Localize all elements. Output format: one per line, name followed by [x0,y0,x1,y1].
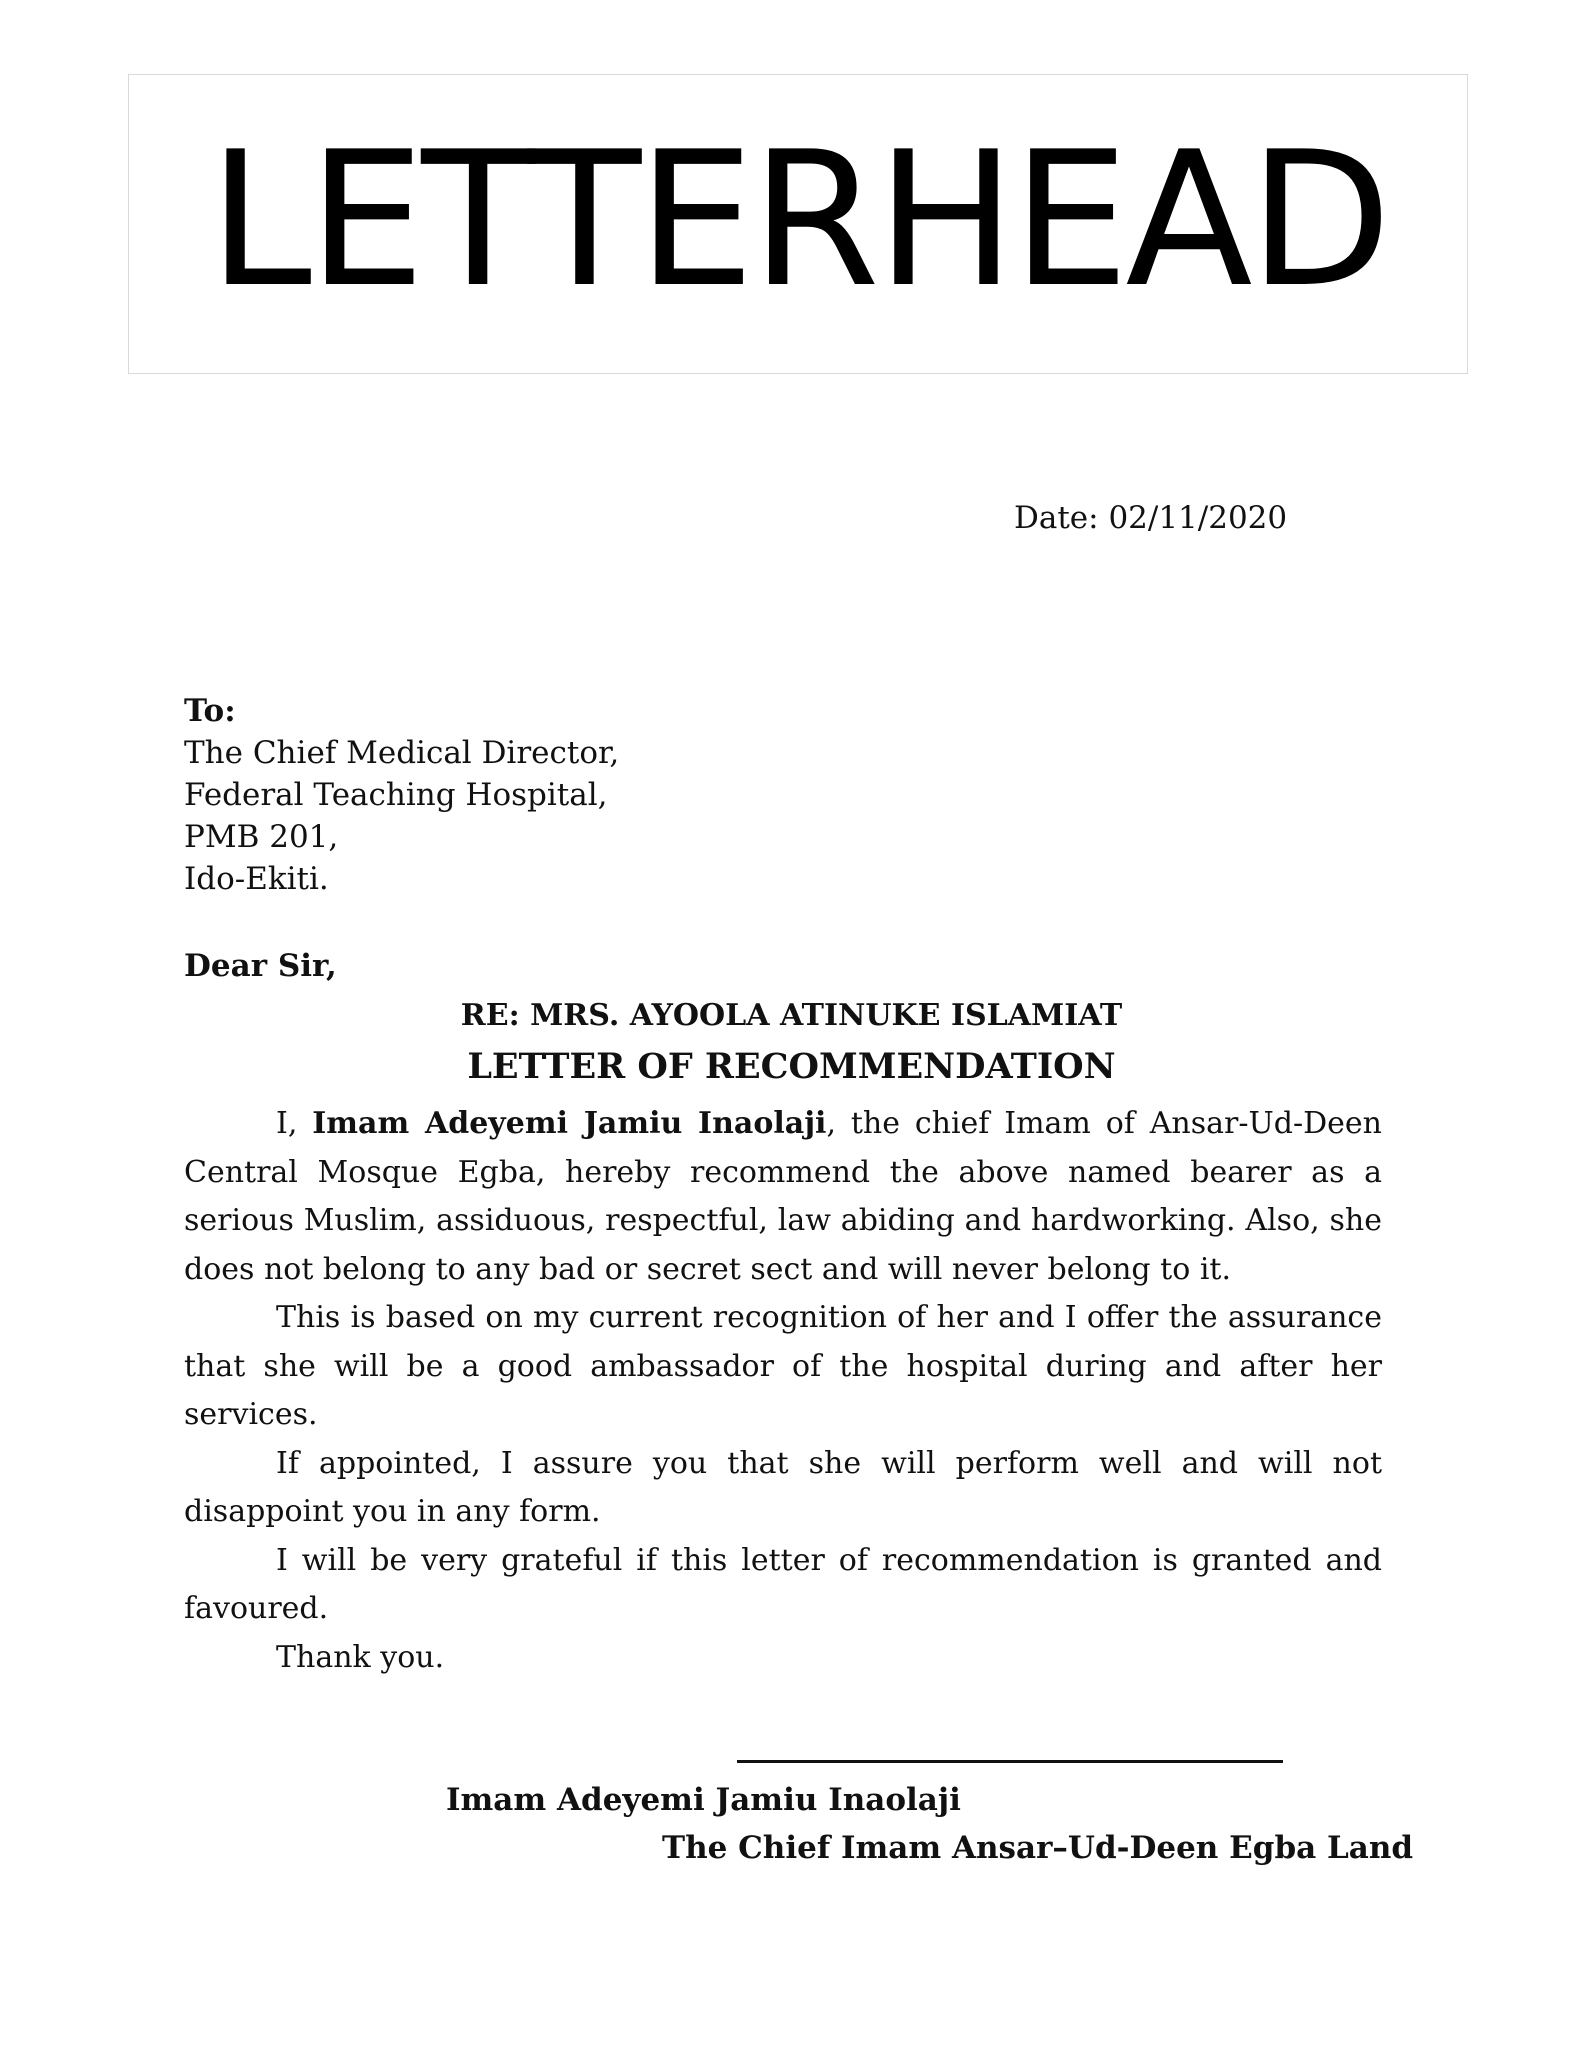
recommender-name: Imam Adeyemi Jamiu Inaolaji [312,1106,827,1141]
recipient-address [184,690,619,900]
letter-body [184,1100,1382,1682]
signature-block [0,1776,1583,1872]
recipient-line: The Chief Medical Director, [184,735,620,771]
letterhead-box [128,74,1468,374]
body-paragraph: Thank you. [276,1639,445,1675]
body-text: , the chief Imam of Ansar-Ud-Deen Central Mosque Egba, hereby recommend the above named bearer as a serious Muslim, assiduous, respectful, law abiding and hardworking. Also, she does not belong to any bad or secret sect and will never belong to it. [184,1106,1382,1287]
salutation: Dear Sir, [184,948,337,984]
body-text: I, [276,1106,313,1141]
body-paragraph: I will be very grateful if this letter of recommendation is granted and favoured. [184,1542,1382,1626]
letter-date: Date: 02/11/2020 [1014,500,1288,536]
body-paragraph [184,1100,1382,1294]
recipient-label: To: [184,693,236,729]
subject-re-line: RE: MRS. AYOOLA ATINUKE ISLAMIAT [460,998,1123,1033]
recipient-line: PMB 201, [184,819,339,855]
letter-title: LETTER OF RECOMMENDATION [467,1046,1116,1087]
signature-line [737,1760,1283,1763]
body-paragraph: If appointed, I assure you that she will perform well and will not disappoint you in any form. [184,1445,1382,1529]
signer-name: Imam Adeyemi Jamiu Inaolaji [446,1782,961,1818]
recipient-line: Federal Teaching Hospital, [184,777,608,813]
letterhead-title: LETTERHEAD [208,111,1388,328]
body-paragraph: This is based on my current recognition of her and I offer the assurance that she will be a good ambassador of the hospital during and after her services. [184,1300,1382,1432]
signer-role: The Chief Imam Ansar–Ud-Deen Egba Land [662,1830,1414,1866]
recipient-line: Ido-Ekiti. [184,861,329,897]
